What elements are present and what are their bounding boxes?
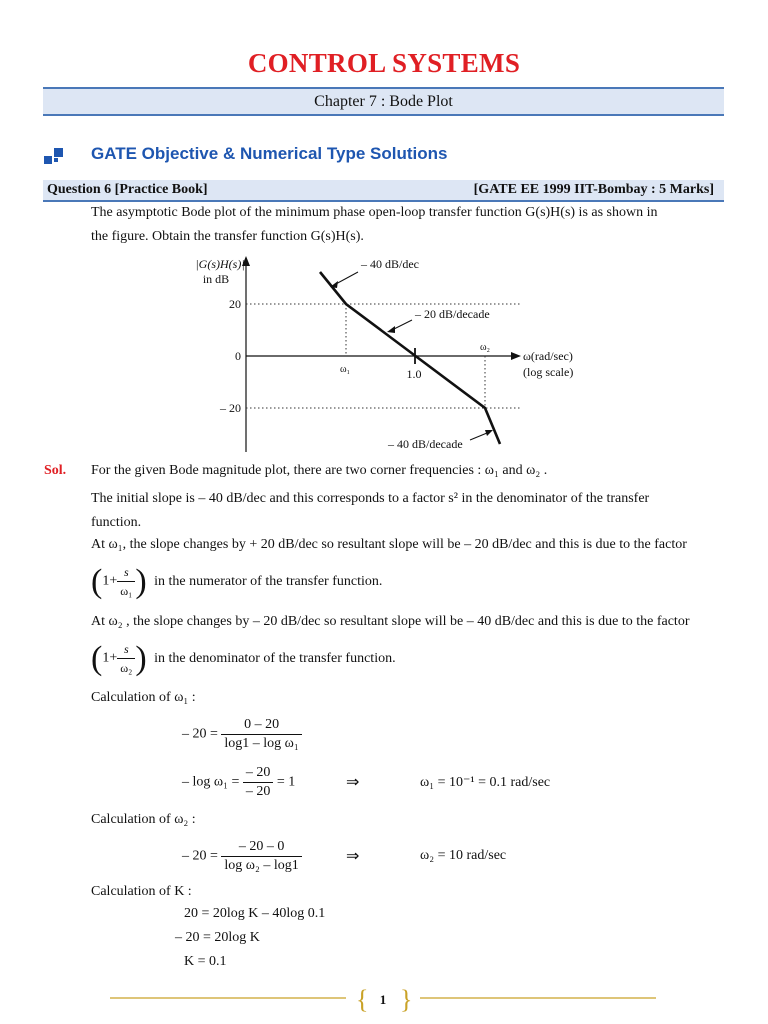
eq1-fraction xyxy=(221,716,301,753)
chapter-bar xyxy=(43,87,724,116)
annotation-mid: – 20 dB/decade xyxy=(415,307,490,321)
equation-2 xyxy=(182,764,295,801)
factor-1-one: 1+ xyxy=(102,573,118,589)
question-text xyxy=(91,201,723,249)
solution-line-2: The initial slope is – 40 dB/dec and this corresponds to a factor s² in the denominator of the transfer xyxy=(91,491,650,506)
section-heading: GATE Objective & Numerical Type Solutions xyxy=(91,144,448,163)
calc-omega1-heading: Calculation of ω₁ : xyxy=(91,690,196,705)
calc-k-heading: Calculation of K : xyxy=(91,884,192,899)
eq2-lhs: – log ω₁ = xyxy=(182,774,240,790)
y-tick-20: 20 xyxy=(229,297,241,311)
equation-1 xyxy=(182,716,302,753)
footer-brace-left: { xyxy=(356,985,369,1014)
factor-1-den: ω₁ xyxy=(120,584,133,598)
solution-label: Sol. xyxy=(44,463,67,478)
eq1-den: log1 – log ω₁ xyxy=(224,736,299,751)
document-title: CONTROL SYSTEMS xyxy=(247,48,521,78)
eq2-den: – 20 xyxy=(245,784,271,799)
factor-2-fraction xyxy=(117,640,135,677)
footer-brace-right: } xyxy=(400,985,413,1014)
question-source: [GATE EE 1999 IIT-Bombay : 5 Marks] xyxy=(473,182,714,197)
factor-2-one: 1+ xyxy=(102,650,118,666)
equation-3 xyxy=(182,838,302,875)
bode-plot-figure xyxy=(180,252,600,454)
factor-2-text: in the denominator of the transfer function. xyxy=(154,650,396,666)
x-axis-label-2: (log scale) xyxy=(523,365,574,379)
solution-line-6: At ω₂ , the slope changes by – 20 dB/dec so resultant slope will be – 40 dB/dec and this is due to the factor xyxy=(91,614,690,629)
footer-ornament xyxy=(110,984,656,1016)
x-label-omega2: ω₂ xyxy=(479,342,491,353)
factor-1-row xyxy=(91,563,382,600)
arrow-mid-head-icon xyxy=(387,326,395,333)
annotation-top: – 40 dB/dec xyxy=(361,257,419,271)
factor-1-num: s xyxy=(117,563,135,582)
x-label-omega1: ω₁ xyxy=(339,364,351,375)
eq1-lhs: – 20 = xyxy=(182,726,218,742)
solution-line-3: function. xyxy=(91,515,142,530)
eq2-fraction xyxy=(243,764,274,801)
y-tick-0: 0 xyxy=(235,349,241,363)
factor-2-den: ω₂ xyxy=(120,661,133,675)
section-bullet-icon xyxy=(44,147,64,165)
chapter-title: Chapter 7 : Bode Plot xyxy=(314,93,453,110)
eq3-lhs: – 20 = xyxy=(182,848,218,864)
paren-open: ( xyxy=(91,639,103,677)
arrow-bot xyxy=(470,433,487,440)
solution-line-4: At ω₁, the slope changes by + 20 dB/dec so resultant slope will be – 20 dB/dec and this is due to the factor xyxy=(91,537,687,552)
eq3-result: ω₂ = 10 rad/sec xyxy=(420,848,507,863)
implies-arrow-1: ⇒ xyxy=(346,774,360,791)
arrow-bot-head-icon xyxy=(485,430,493,436)
eq1-num: 0 – 20 xyxy=(221,716,301,735)
x-axis-label-1: ω(rad/sec) xyxy=(523,349,573,363)
k-equation-3: K = 0.1 xyxy=(184,954,227,969)
page-number: 1 xyxy=(379,992,387,1007)
y-axis-label-2: in dB xyxy=(202,272,230,286)
solution-line-1: For the given Bode magnitude plot, there are two corner frequencies : ω₁ and ω₂ . xyxy=(91,463,548,478)
paren-close: ) xyxy=(135,562,147,600)
magnitude-asymptote xyxy=(320,272,500,444)
eq2-rhs: = 1 xyxy=(276,774,296,790)
y-axis-label-1: |G(s)H(s)| xyxy=(195,257,245,271)
paren-open: ( xyxy=(91,562,103,600)
factor-1-fraction xyxy=(117,563,135,600)
eq2-num: – 20 xyxy=(243,764,274,783)
x-tick-1: 1.0 xyxy=(406,367,422,381)
k-equation-2: – 20 = 20log K xyxy=(175,930,260,945)
eq2-result: ω₁ = 10⁻¹ = 0.1 rad/sec xyxy=(420,775,551,790)
k-equation-1: 20 = 20log K – 40log 0.1 xyxy=(184,906,326,921)
eq3-den: log ω₂ – log1 xyxy=(224,858,299,873)
y-tick-m20: – 20 xyxy=(220,401,241,415)
eq3-fraction xyxy=(221,838,301,875)
calc-omega2-heading: Calculation of ω₂ : xyxy=(91,812,196,827)
annotation-bottom: – 40 dB/decade xyxy=(388,437,463,451)
factor-2-row xyxy=(91,640,396,677)
question-line-1: The asymptotic Bode plot of the minimum phase open-loop transfer function G(s)H(s) is as shown in xyxy=(91,205,658,220)
question-label: Question 6 [Practice Book] xyxy=(47,182,208,197)
question-bar xyxy=(43,180,724,202)
question-line-2: the figure. Obtain the transfer function G(s)H(s). xyxy=(91,229,364,244)
factor-2-num: s xyxy=(117,640,135,659)
factor-1-text: in the numerator of the transfer function. xyxy=(154,573,383,589)
implies-arrow-2: ⇒ xyxy=(346,848,360,865)
eq3-num: – 20 – 0 xyxy=(221,838,301,857)
paren-close: ) xyxy=(135,639,147,677)
x-axis-arrow-icon xyxy=(511,352,521,360)
